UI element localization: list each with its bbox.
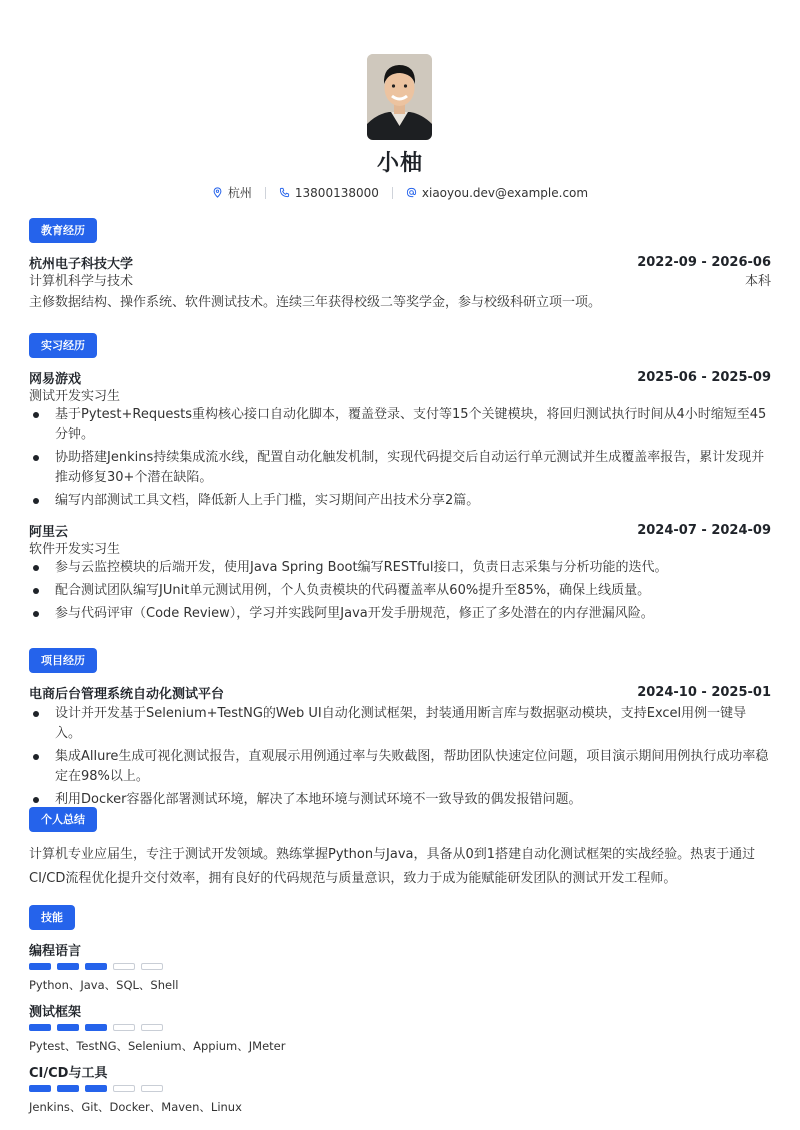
skill-level-segment	[113, 1024, 135, 1031]
skill-category-name: 编程语言	[29, 944, 82, 959]
list-item: 设计并开发基于Selenium+TestNG的Web UI自动化测试框架，封装通用断言库与数据驱动模块，支持Excel用例一键导入。	[29, 704, 771, 744]
contact-email[interactable]	[406, 186, 588, 200]
role-text: 测试开发实习生	[29, 389, 121, 404]
internship-dates: 2025-06 - 2025-09	[637, 370, 771, 385]
skill-level-segment	[29, 1085, 51, 1092]
contact-phone	[279, 186, 379, 200]
skill-level-bar	[29, 1024, 163, 1031]
internship-bullet-list	[29, 405, 771, 514]
project-bullet-list	[29, 704, 771, 813]
section-title-education: 教育经历	[29, 218, 97, 243]
school-name: 杭州电子科技大学	[29, 257, 134, 272]
internship-role-row	[29, 538, 771, 557]
skill-level-segment	[85, 1024, 107, 1031]
skill-level-segment	[85, 963, 107, 970]
summary-text: 计算机专业应届生，专注于测试开发领域。熟练掌握Python与Java，具备从0到1搭建自动化测试框架的实战经验。热衷于通过CI/CD流程优化提升交付效率，拥有良好的代码规范与质量意识，致力于成为能赋能研发团队的测试开发工程师。	[29, 847, 756, 886]
email-text[interactable]: xiaoyou.dev@example.com	[421, 185, 589, 200]
location-pin-icon	[212, 187, 223, 198]
skill-level-segment	[141, 1085, 163, 1092]
section-title-internship: 实习经历	[29, 333, 97, 358]
contact-bar	[0, 184, 800, 201]
list-item: 基于Pytest+Requests重构核心接口自动化脚本，覆盖登录、支付等15个关键模块，将回归测试执行时间从4小时缩短至45分钟。	[29, 405, 771, 445]
list-item: 参与代码评审（Code Review），学习并实践阿里Java开发手册规范，修正了多处潜在的内存泄漏风险。	[29, 604, 771, 624]
list-item: 集成Allure生成可视化测试报告，直观展示用例通过率与失败截图，帮助团队快速定位问题，项目演示期间用例执行成功率稳定在98%以上。	[29, 747, 771, 787]
contact-location	[212, 184, 252, 201]
internship-bullet-list	[29, 558, 771, 627]
phone-text: 13800138000	[294, 185, 379, 200]
list-item: 编写内部测试工具文档，降低新人上手门槛，实习期间产出技术分享2篇。	[29, 491, 771, 511]
skill-category-name: CI/CD与工具	[29, 1066, 108, 1081]
contact-divider	[392, 187, 393, 199]
internship-dates: 2024-07 - 2024-09	[637, 523, 771, 538]
education-description: 主修数据结构、操作系统、软件测试技术。连续三年获得校级二等奖学金，参与校级科研立项一项。	[29, 295, 602, 310]
avatar-photo	[367, 54, 432, 140]
internship-role-row	[29, 385, 771, 404]
skill-level-segment	[113, 963, 135, 970]
skill-level-segment	[57, 963, 79, 970]
skill-level-segment	[141, 963, 163, 970]
city-text: 杭州	[227, 186, 252, 200]
skill-level-segment	[29, 963, 51, 970]
contact-divider	[265, 187, 266, 199]
candidate-name: 小柚	[376, 151, 423, 176]
skill-level-bar	[29, 1085, 163, 1092]
education-subheader	[29, 270, 771, 289]
list-item: 协助搭建Jenkins持续集成流水线，配置自动化触发机制，实现代码提交后自动运行单元测试并生成覆盖率报告，累计发现并推动修复30+个潜在缺陷。	[29, 448, 771, 488]
skill-level-segment	[57, 1085, 79, 1092]
skill-level-segment	[57, 1024, 79, 1031]
phone-icon	[279, 187, 290, 198]
major-text: 计算机科学与技术	[29, 274, 134, 289]
skill-level-segment	[29, 1024, 51, 1031]
list-item: 参与云监控模块的后端开发，使用Java Spring Boot编写RESTful接口，负责日志采集与分析功能的迭代。	[29, 558, 771, 578]
skill-level-segment	[141, 1024, 163, 1031]
role-text: 软件开发实习生	[29, 542, 121, 557]
project-header	[29, 683, 771, 702]
section-title-summary: 个人总结	[29, 807, 97, 832]
skill-level-segment	[113, 1085, 135, 1092]
skill-detail-text: Python、Java、SQL、Shell	[29, 978, 179, 992]
degree-text: 本科	[744, 274, 771, 289]
project-name: 电商后台管理系统自动化测试平台	[29, 687, 225, 702]
resume-header	[0, 0, 800, 210]
list-item: 利用Docker容器化部署测试环境，解决了本地环境与测试环境不一致导致的偶发报错问题。	[29, 790, 771, 810]
section-title-project: 项目经历	[29, 648, 97, 673]
list-item: 配合测试团队编写JUnit单元测试用例，个人负责模块的代码覆盖率从60%提升至85%，确保上线质量。	[29, 581, 771, 601]
at-sign-icon	[406, 187, 417, 198]
company-name: 网易游戏	[29, 372, 82, 387]
project-dates: 2024-10 - 2025-01	[637, 685, 771, 700]
skill-detail-text: Jenkins、Git、Docker、Maven、Linux	[29, 1100, 242, 1114]
skill-level-bar	[29, 963, 163, 970]
education-dates: 2022-09 - 2026-06	[637, 255, 771, 270]
company-name: 阿里云	[29, 525, 69, 540]
skill-detail-text: Pytest、TestNG、Selenium、Appium、JMeter	[29, 1039, 286, 1053]
skill-category-name: 测试框架	[29, 1005, 82, 1020]
skill-level-segment	[85, 1085, 107, 1092]
section-title-skills: 技能	[29, 905, 75, 930]
